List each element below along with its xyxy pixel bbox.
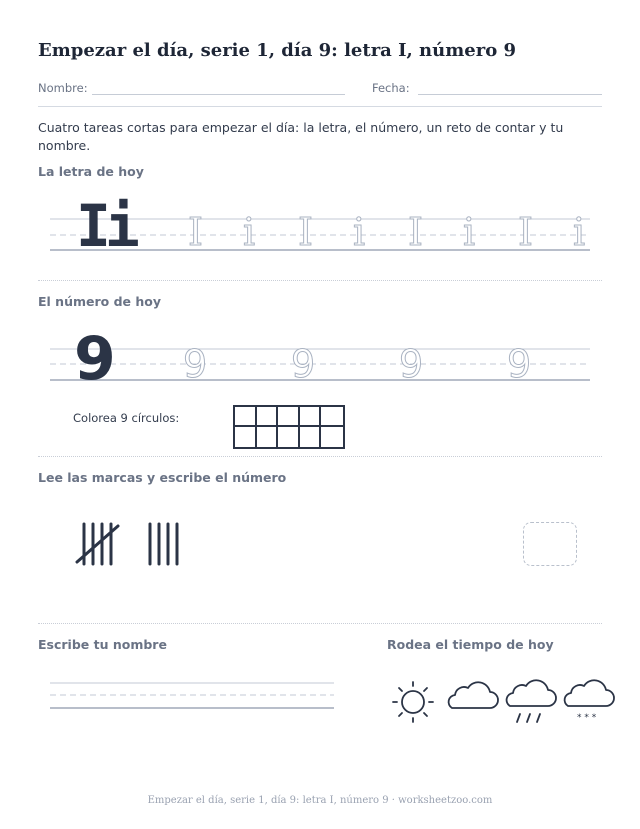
number-section-heading: El número de hoy xyxy=(38,294,161,309)
name-section-heading: Escribe tu nombre xyxy=(38,637,167,652)
page-footer: Empezar el día, serie 1, día 9: letra I, número 9 · worksheetzoo.com xyxy=(147,795,493,806)
letter-section-heading: La letra de hoy xyxy=(38,164,144,179)
color-circles-prompt: Colorea 9 círculos: xyxy=(73,411,180,425)
trace-upper-i: I xyxy=(518,210,534,254)
trace-upper-i: I xyxy=(408,210,424,254)
weather-section-heading: Rodea el tiempo de hoy xyxy=(387,637,554,652)
trace-lower-i: i xyxy=(243,210,256,254)
trace-upper-i: I xyxy=(298,210,314,254)
intro-text: Cuatro tareas cortas para empezar el día: la letra, el número, un reto de contar y tu nombre. xyxy=(38,120,564,153)
date-field-label: Fecha: xyxy=(372,81,410,95)
cloud-icon[interactable] xyxy=(449,682,498,708)
snow-cloud-icon[interactable] xyxy=(565,680,614,723)
rain-cloud-icon[interactable] xyxy=(507,680,556,722)
number-model: 9 xyxy=(74,324,116,394)
tally-section-heading: Lee las marcas y escribe el número xyxy=(38,470,287,485)
trace-lower-i: i xyxy=(353,210,366,254)
trace-lower-i: i xyxy=(573,210,586,254)
svg-text:* * *: * * * xyxy=(577,713,597,723)
trace-digit-9: 9 xyxy=(183,342,208,386)
trace-upper-i: I xyxy=(188,210,204,254)
letter-model: Ii xyxy=(76,192,134,260)
trace-lower-i: i xyxy=(463,210,476,254)
trace-digit-9: 9 xyxy=(507,342,532,386)
name-field-label: Nombre: xyxy=(38,81,88,95)
page-title: Empezar el día, serie 1, día 9: letra I, número 9 xyxy=(38,40,517,61)
trace-digit-9: 9 xyxy=(399,342,424,386)
sun-icon[interactable] xyxy=(393,682,433,722)
trace-digit-9: 9 xyxy=(291,342,316,386)
